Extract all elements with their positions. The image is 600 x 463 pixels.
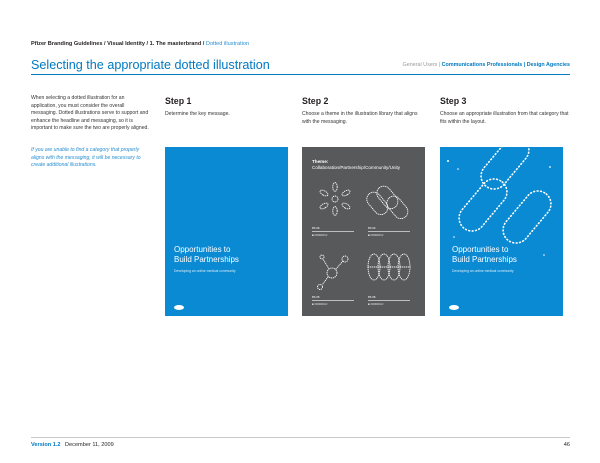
card-1-subtitle: Developing an online medical community	[174, 269, 236, 273]
caption-code: PA 03	[312, 226, 320, 230]
audience-links	[403, 62, 571, 68]
step-3-heading: Step 3	[440, 96, 467, 106]
step-3-text: Choose an appropriate illustration from that category that fits within the layout.	[440, 111, 569, 125]
interlace-illustration-icon	[368, 254, 410, 280]
card-1-title-line1: Opportunities to	[174, 245, 231, 254]
caption-number: ■ 000000-0	[312, 233, 328, 237]
caption-number: ■ 000000-0	[312, 302, 328, 306]
step-1-example-card	[165, 147, 288, 316]
page-title: Selecting the appropriate dotted illustration	[31, 58, 270, 72]
caption-rule	[312, 300, 354, 301]
step-2-heading: Step 2	[302, 96, 329, 106]
molecule-illustration-icon	[318, 255, 349, 290]
footer-date: December 11, 2009	[65, 442, 114, 448]
pfizer-logo-icon	[174, 305, 184, 310]
step-2-text: Choose a theme in the illustration library that aligns with the messaging.	[302, 111, 418, 125]
breadcrumb	[31, 41, 249, 47]
caption-number: ■ 000000-0	[368, 302, 384, 306]
caption-rule	[368, 300, 410, 301]
audience-separator: |	[522, 62, 527, 68]
step-3-example-card	[440, 147, 563, 316]
step-2-library-card	[302, 147, 425, 316]
caption-number: ■ 000000-0	[368, 233, 384, 237]
theme-label: Theme:	[312, 159, 329, 164]
caption-code: PA 05	[312, 295, 320, 299]
audience-communications[interactable]: Communications Professionals	[441, 62, 523, 68]
pfizer-logo-icon	[449, 305, 459, 310]
burst-illustration-icon	[319, 183, 351, 216]
card-1-title-line2: Build Partnerships	[174, 254, 239, 264]
audience-general[interactable]: General Users |	[402, 62, 442, 68]
title-divider	[31, 74, 570, 75]
theme-name: Collaboration/Partnership/Community/Unity	[312, 165, 401, 170]
breadcrumb-path: Pfizer Branding Guidelines / Visual Identity / 1. The masterbrand /	[31, 41, 206, 47]
step-1-text: Determine the key message.	[165, 111, 230, 117]
chain-illustration-icon	[364, 183, 411, 221]
step-1-heading: Step 1	[165, 96, 192, 106]
breadcrumb-current[interactable]: Dotted illustration	[205, 41, 250, 47]
page-number: 46	[563, 442, 570, 448]
card-3-title-line2: Build Partnerships	[452, 254, 517, 264]
chain-dotted-illustration-icon	[440, 147, 563, 316]
audience-design[interactable]: Design Agencies	[526, 62, 570, 68]
caption-rule	[312, 231, 354, 232]
footer-divider	[31, 437, 570, 438]
caption-rule	[368, 231, 410, 232]
caption-code: PA 06	[368, 295, 376, 299]
intro-note: If you are unable to find a category that properly aligns with the messaging, it will be necessary to create additional illustrations.	[31, 147, 141, 169]
intro-text: When selecting a dotted illustration for an application, you must consider the overall messaging. Dotted illustrations serve to support and enhance the headline and messaging, so it is important to make sure the two are properly aligned.	[31, 95, 149, 132]
card-3-subtitle: Developing an online medical community	[452, 269, 514, 273]
card-3-title	[452, 245, 517, 264]
footer-version: Version 1.2	[31, 442, 61, 448]
card-1-title	[174, 245, 239, 264]
caption-code: PA 04	[368, 226, 376, 230]
card-3-title-line1: Opportunities to	[452, 245, 509, 254]
